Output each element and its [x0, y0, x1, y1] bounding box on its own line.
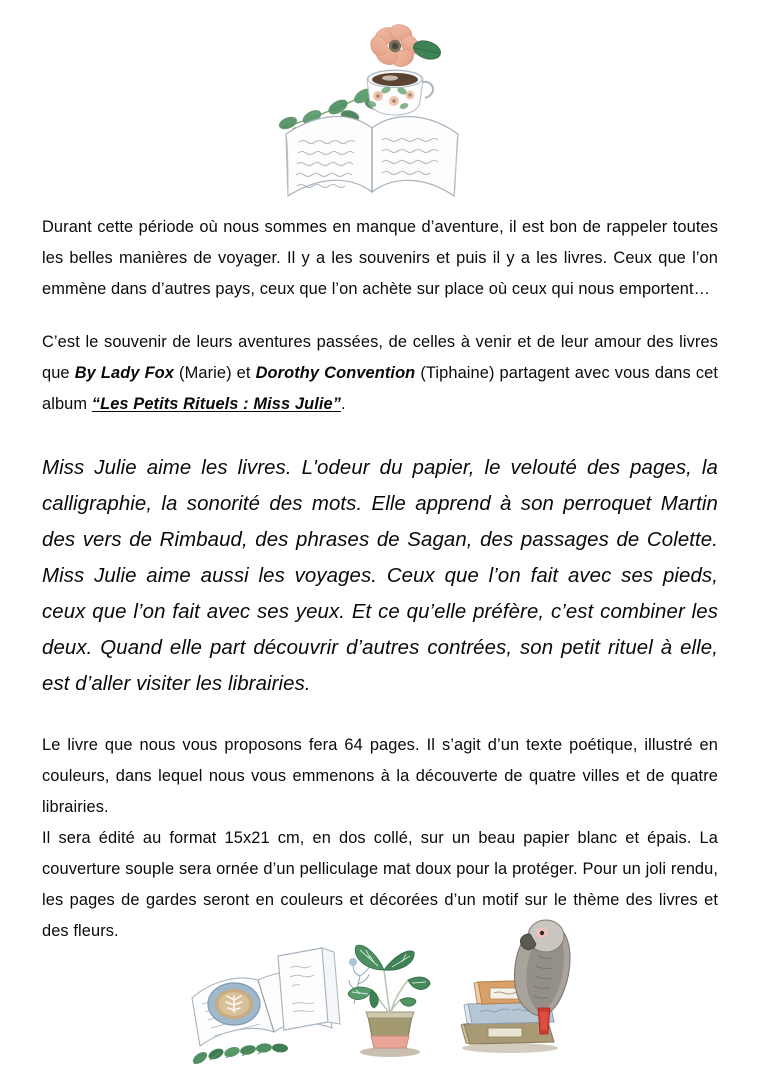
author-name-by-lady-fox: By Lady Fox [74, 364, 175, 382]
author-real-name-marie: (Marie) et [174, 364, 256, 382]
paragraph-specs-2: Il sera édité au format 15x21 cm, en dos collé, sur un beau papier blanc et épais. La couverture souple sera ornée d’un pelliculage mat doux pour la protéger. Pour un joli rendu, les pages de gardes seront en couleurs et décorées d’un motif sur le thème des livres et des fleurs. [42, 829, 718, 940]
album-title: “Les Petits Rituels : Miss Julie” [91, 395, 342, 413]
author-name-dorothy-convention: Dorothy Convention [255, 364, 416, 382]
block-quote-text: Miss Julie aime les livres. L'odeur du papier, le velouté des pages, la calligraphie, la sonorité des mots. Elle apprend à son perroquet Martin des vers de Rimbaud, des phrases de Sagan, des passages de Colette. Miss Julie aime aussi les voyages. Ceux que l’on fait avec ses pieds, ceux que l’on fait avec ses yeux. Et ce qu’elle préfère, c’est combiner les deux. Quand elle part découvrir d’autres contrées, son petit rituel à elle, est d’aller visiter les librairies. [42, 457, 718, 695]
authors-text-lead: C’est le souvenir de leurs aventures passées, de celles à venir et de leur amour des livres que [42, 333, 718, 382]
paragraph-intro: Durant cette période où nous sommes en manque d’aventure, il est bon de rappeler toutes les belles manières de voyager. Il y a les souvenirs et puis il y a les livres. Ceux que l’on emmène dans d’autres pays, ceux que l’on achète sur place où ceux qui nous emportent… [42, 218, 718, 298]
standing-book-icon [278, 948, 340, 1030]
block-quote [42, 450, 718, 702]
document-body [42, 212, 718, 947]
pink-flower-icon [368, 22, 443, 70]
author-real-name-tiphaine: (Tiphaine) partagent avec vous dans cet album [42, 364, 718, 413]
paragraph-specs-1: Le livre que nous vous proposons fera 64 pages. Il s’agit d’un texte poétique, illustré en couleurs, dans lequel nous vous emmenons à la découverte de quatre villes et de quatre librairies. [42, 736, 718, 816]
open-book-with-latte-icon [191, 948, 377, 1066]
paragraph-authors [42, 327, 718, 420]
open-book-icon [286, 117, 458, 196]
latte-cup-icon [208, 983, 260, 1025]
floral-teacup-icon [367, 70, 433, 115]
authors-text-end: . [341, 395, 346, 413]
parrot-on-books-icon [461, 920, 570, 1053]
leaf-garland-icon [191, 1043, 288, 1067]
illustration-bottom [182, 912, 578, 1072]
potted-plant-icon [348, 945, 430, 1057]
illustration-top [268, 22, 492, 212]
